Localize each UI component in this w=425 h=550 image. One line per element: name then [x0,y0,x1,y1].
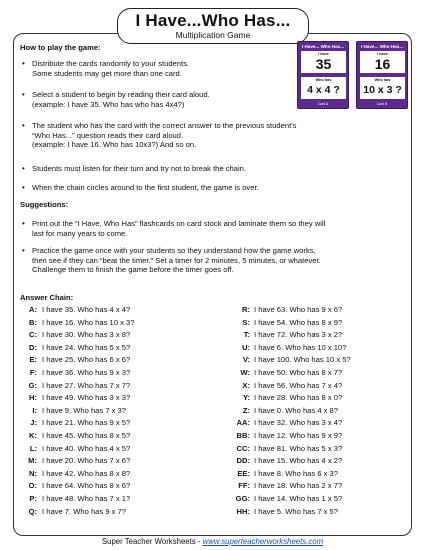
card-who-has-panel [360,77,405,99]
card-i-have-label: I have [377,52,388,56]
answer-text: I have 56. Who has 7 x 4? [254,380,343,390]
answer-label: GG: [235,494,250,503]
answer-label: AA: [236,418,250,428]
answer-label: B: [28,317,37,327]
answer-text: I have 35. Who has 4 x 4? [42,305,131,314]
answer-text: I have 12. Who has 9 x 9? [254,431,343,440]
bullet-text-line: The student who has the card with the correct answer to the previous student's [32,121,297,130]
answer-text: I have 36. Who has 9 x 3? [42,368,131,377]
answer-label: Q: [28,506,37,516]
answer-text: I have 81. Who has 5 x 3? [254,443,343,453]
page-subtitle: Multiplication Game [175,30,251,40]
answer-label: G: [28,380,37,390]
bullet-text-line: last for many years to come. [32,228,128,238]
answer-label: P: [29,494,37,503]
sample-cards [297,41,411,109]
answer-label: Y: [242,393,250,403]
footer [0,537,425,546]
answer-label: O: [28,481,37,491]
answer-text: I have 40. Who has 4 x 5? [42,443,131,453]
card-label: Card B [376,102,388,106]
sample-card-a [297,41,349,109]
answer-text: I have 18. Who has 2 x 7? [254,481,343,491]
answer-label: BB: [236,431,250,440]
answer-text: I have 5. Who has 7 x 5? [254,506,339,516]
card-label: Card A [317,102,329,106]
card-title: I Have... Who Has... [360,44,404,49]
bullet-item [22,59,292,78]
bullet-text-line: Practice the game once with your students so they understand how the game works, [32,246,316,255]
answer-text: I have 15. Who has 4 x 2? [254,456,343,466]
card-i-have-label: I have [318,52,329,56]
bullet-item [22,219,402,238]
answer-text: I have 32. Who has 3 x 4? [254,418,343,428]
title-box [117,8,309,44]
answer-label: L: [29,443,37,453]
bullet-item [22,183,292,193]
how-to-play-heading: How to play the game: [20,43,101,52]
bullet-dot-icon: • [22,246,25,255]
answer-label: U: [241,342,250,352]
card-who-has-label: Who has [315,78,332,82]
answer-label: N: [28,468,37,478]
answer-label: EE: [237,468,250,478]
answer-text: I have 54. Who has 8 x 9? [254,317,343,327]
answer-chain-heading: Answer Chain: [20,293,74,302]
answer-text: I have 28. Who has 8 x 0? [254,393,343,403]
bullet-text-line: When the chain circles around to the first student, the game is over. [32,183,259,192]
card-i-have-panel [301,51,346,73]
answer-label: V: [242,355,250,365]
answer-label: W: [240,368,250,377]
answer-label: E: [29,355,37,365]
answer-label: K: [28,431,37,440]
answer-text: I have 30. Who has 3 x 8? [42,330,131,340]
bullet-text-line: Select a student to begin by reading their card aloud. [32,90,210,99]
answer-label: C: [28,330,37,340]
bullet-text-line: (example: I have 35. Who has who has 4x4?) [32,99,185,109]
answer-text: I have 8. Who has 6 x 3? [254,468,339,478]
bullet-text-line: “Who Has...” question reads their card aloud. [32,130,184,140]
bullet-item [22,121,297,150]
answer-label: S: [242,317,250,327]
bullet-text-line: then see if they can “beat the timer.” Set a timer for 2 minutes, 5 minutes, or whatever. [32,255,321,265]
answer-text: I have 0. Who has 4 x 8? [254,405,339,415]
answer-label: T: [243,330,250,340]
bullet-item [22,246,402,275]
bullet-dot-icon: • [22,59,25,68]
answer-text: I have 21. Who has 9 x 5? [42,418,131,428]
bullet-text-line: (example: I have 16. Who has 10x3?) And so on. [32,140,197,150]
card-who-has-label: Who has [374,78,391,82]
bullet-dot-icon: • [22,183,25,192]
answer-text: I have 49. Who has 3 x 3? [42,393,131,403]
footer-url-link[interactable]: www.superteacherworksheets.com [202,537,324,546]
answer-label: R: [241,305,250,314]
card-number: 16 [374,56,391,72]
card-title: I Have... Who Has... [301,44,345,49]
answer-label: H: [28,393,37,403]
answer-label: J: [30,418,37,428]
answer-text: I have 27. Who has 7 x 7? [42,380,131,390]
answer-label: M: [28,456,37,466]
card-question: 4 x 4 ? [307,84,340,96]
answer-text: I have 9. Who has 7 x 3? [42,405,127,415]
answer-text: I have 25. Who has 6 x 6? [42,355,131,365]
card-number: 35 [315,56,332,72]
bullet-text-line: Students must listen for their turn and try not to break the chain. [32,164,247,173]
answer-label: CC: [236,443,250,453]
answer-label: DD: [236,456,250,466]
bullet-dot-icon: • [22,90,25,99]
answer-text: I have 24. Who has 5 x 5? [42,342,131,352]
answer-label: I: [32,405,37,415]
answer-text: I have 14. Who has 1 x 5? [254,494,343,503]
answer-label: X: [242,380,250,390]
suggestions-heading: Suggestions: [20,200,69,209]
answer-label: Z: [242,405,250,415]
answer-text: I have 45. Who has 8 x 5? [42,431,131,440]
answer-text: I have 42. Who has 8 x 8? [42,468,131,478]
footer-site-name: Super Teacher Worksheets - [101,537,203,546]
bullet-text-line: Print out the “I Have, Who Has” flashcards on card stock and laminate them so they will [32,219,326,228]
answer-text: I have 50. Who has 8 x 7? [254,368,343,377]
sample-card-b [356,41,408,109]
answer-text: I have 48. Who has 7 x 1? [42,494,131,503]
page-title: I Have...Who Has... [135,11,291,30]
bullet-dot-icon: • [22,121,25,130]
answer-text: I have 20. Who has 7 x 6? [42,456,131,466]
card-i-have-panel [360,51,405,73]
answer-text: I have 6. Who has 10 x 10? [254,342,347,352]
bullet-dot-icon: • [22,219,25,228]
answer-text: I have 16. Who has 10 x 3? [42,317,135,327]
bullet-item [22,164,292,174]
bullet-text-line: Distribute the cards randomly to your students. [32,59,190,68]
answer-label: D: [28,342,37,352]
bullet-text-line: Some students may get more than one card. [32,68,182,78]
answer-text: I have 7. Who has 9 x 7? [42,506,127,516]
bullet-dot-icon: • [22,164,25,173]
card-question: 10 x 3 ? [363,84,402,96]
answer-label: FF: [238,481,250,491]
bullet-item [22,90,292,109]
answer-label: F: [29,368,37,377]
answer-text: I have 63. Who has 9 x 6? [254,305,343,314]
card-who-has-panel [301,77,346,99]
answer-text: I have 72. Who has 3 x 2? [254,330,343,340]
answer-text: I have 64. Who has 8 x 6? [42,481,131,491]
answer-label: A: [28,305,37,314]
answer-label: HH: [236,506,250,516]
answer-text: I have 100. Who has 10 x 5? [254,355,351,365]
bullet-text-line: Challenge them to finish the game before the timer goes off. [32,265,234,275]
